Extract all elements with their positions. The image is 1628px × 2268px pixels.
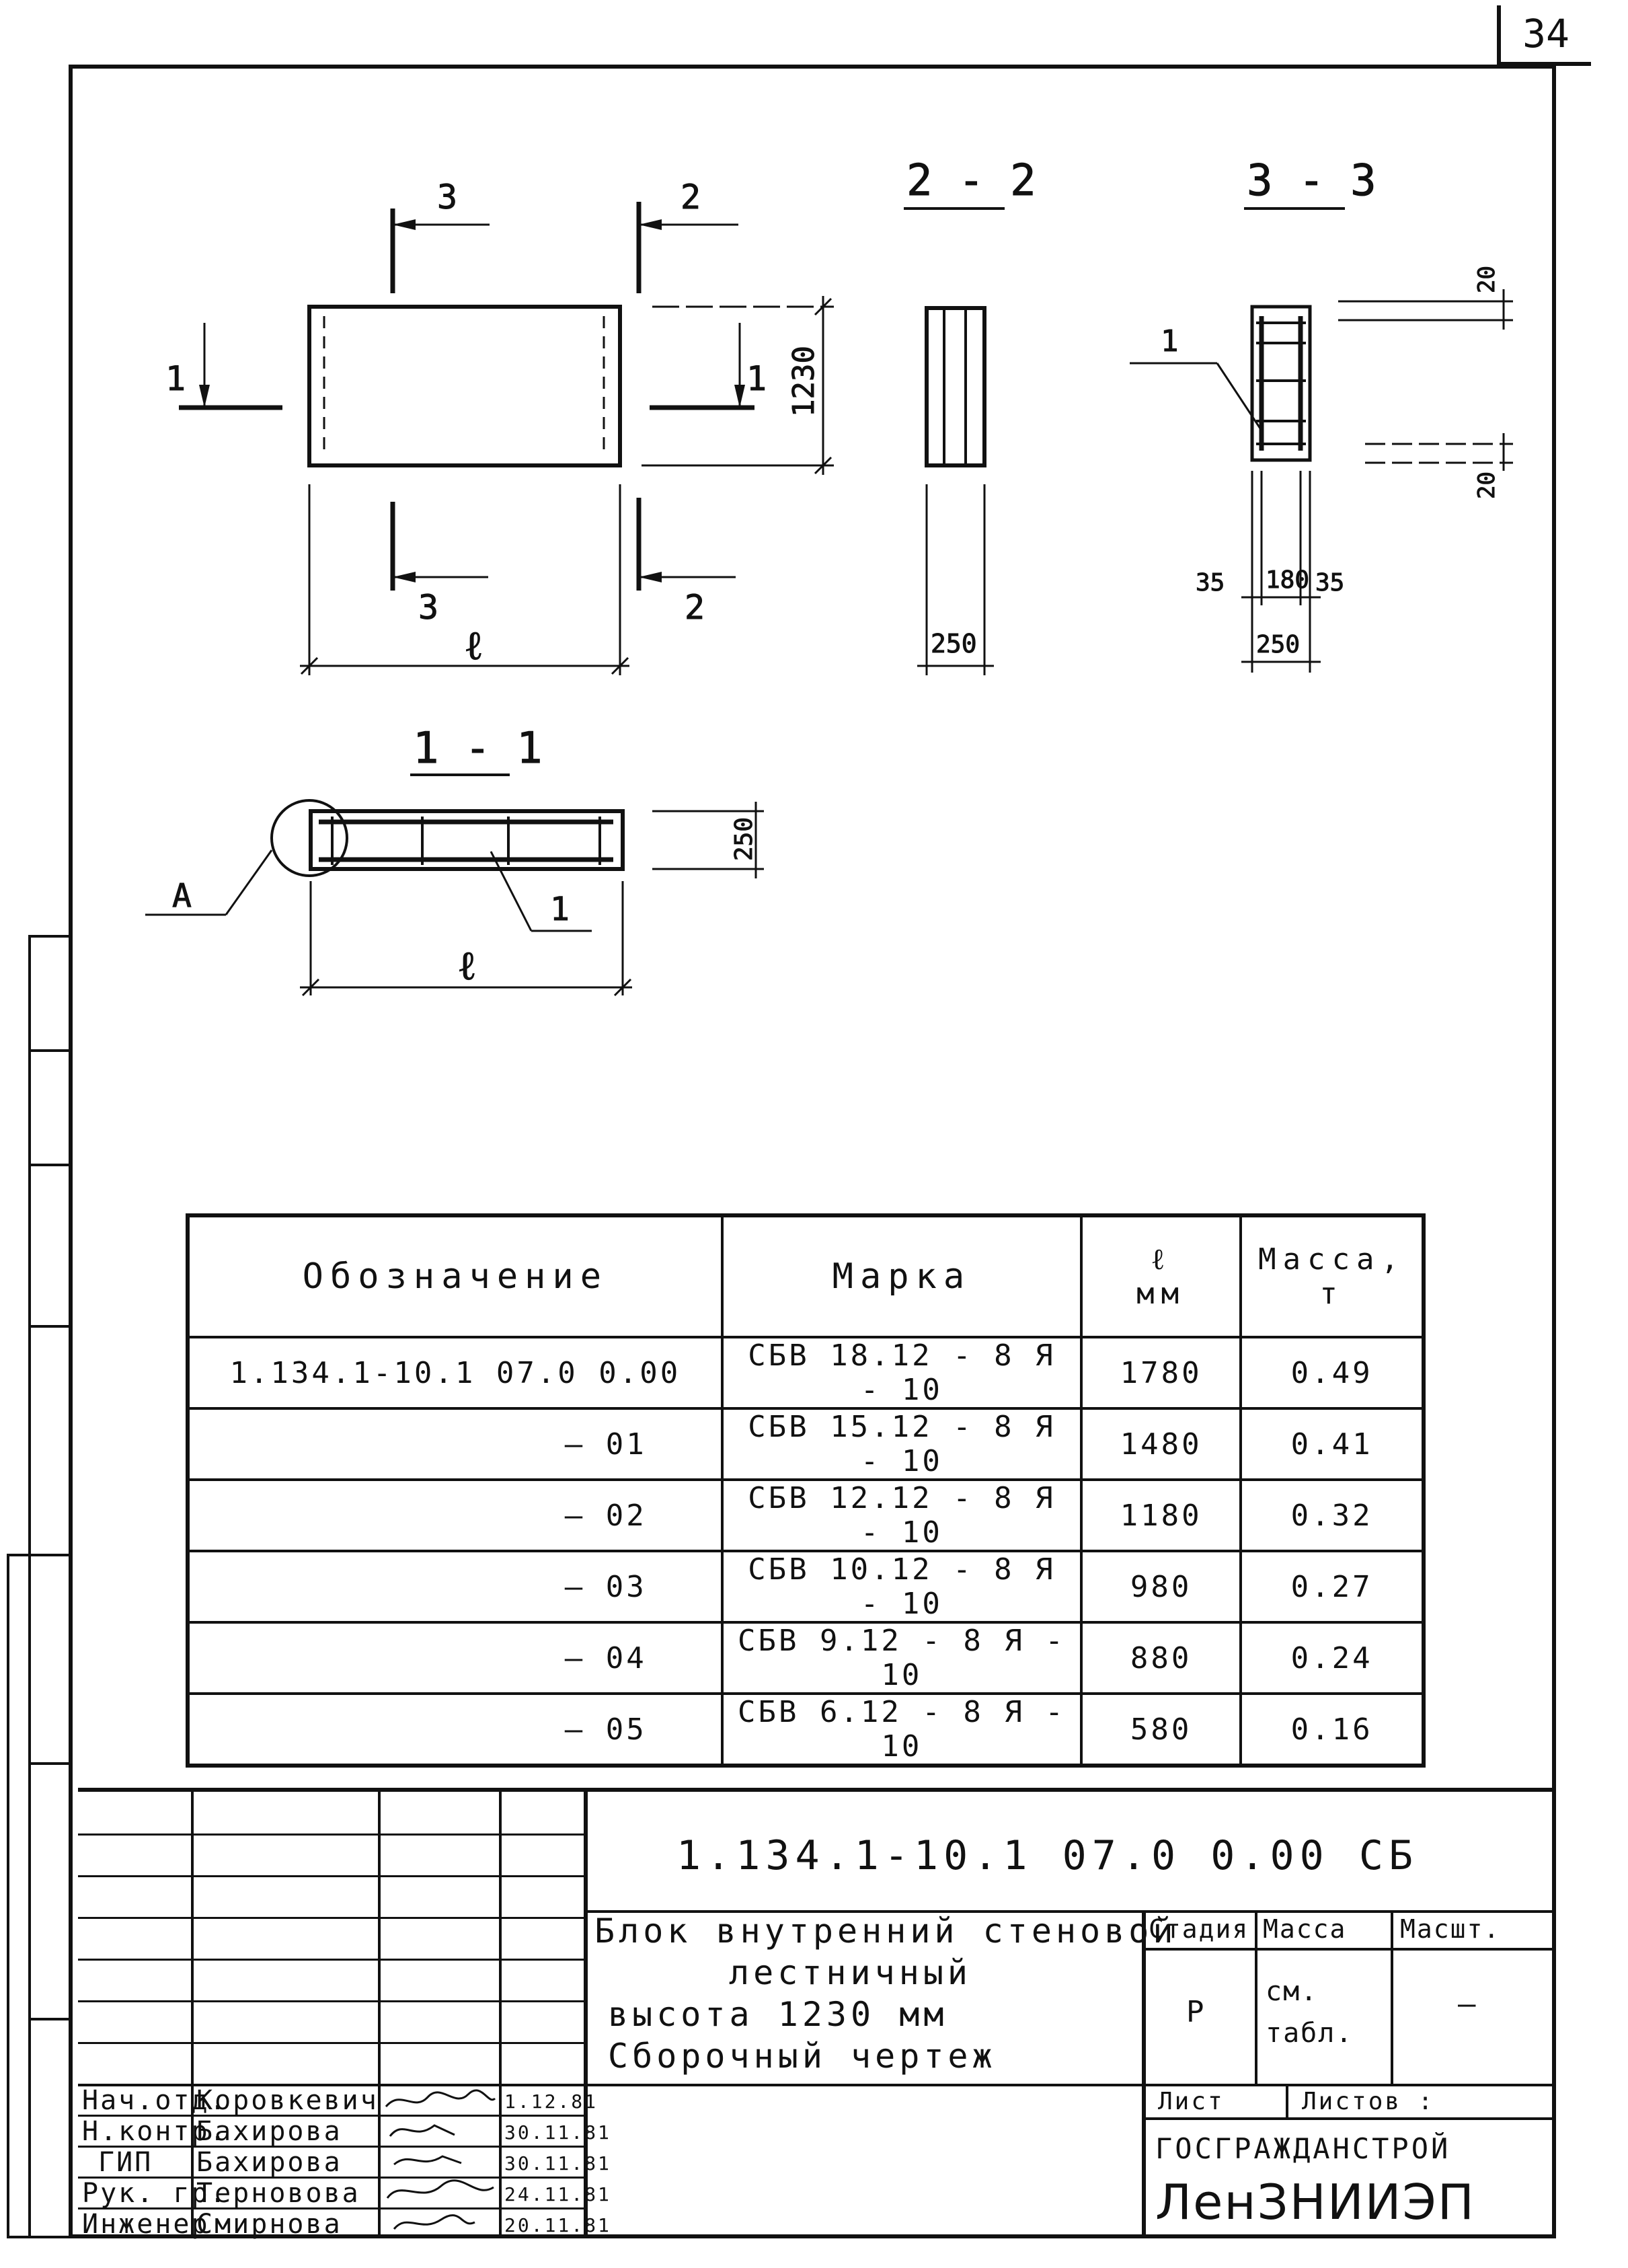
name-engineer: Смирнова <box>196 2209 342 2240</box>
cell-mass: 0.16 <box>1241 1694 1424 1766</box>
organization-ministry: ГОСГРАЖДАНСТРОЙ <box>1155 2132 1451 2165</box>
organization-institute: ЛенЗНИИЭП <box>1155 2174 1475 2230</box>
grid-line <box>191 1792 194 2238</box>
binding-divider <box>28 1554 69 1556</box>
dim-20-bottom: 20 <box>1473 471 1500 499</box>
cell-mass: 0.49 <box>1241 1337 1424 1408</box>
grid-line <box>78 2042 584 2044</box>
name-group-lead: Терновова <box>196 2178 360 2209</box>
table-row <box>188 1551 1424 1622</box>
callout-1-section: 1 <box>1161 324 1179 358</box>
cut-label-2-top: 2 <box>681 178 701 217</box>
section-1-1-width: 250 <box>730 817 758 861</box>
binding-divider <box>28 1325 69 1328</box>
title-line-3: высота 1230 мм <box>608 1995 948 2034</box>
callout-1-rebar: 1 <box>550 891 570 928</box>
title-block <box>78 1788 1556 2238</box>
dim-20-top: 20 <box>1473 266 1500 293</box>
sheet-number: 34 <box>1497 5 1591 66</box>
table-row <box>188 1408 1424 1480</box>
specification-table <box>186 1213 1426 1768</box>
cell-designation: 1.134.1-10.1 07.0 0.00 <box>188 1337 722 1408</box>
handwritten-signatures <box>381 2085 499 2238</box>
cell-designation: — 02 <box>188 1480 722 1551</box>
role-group-lead: Рук. гр. <box>82 2178 228 2209</box>
cell-mark: СБВ 9.12 - 8 Я - 10 <box>722 1622 1081 1694</box>
cut-label-3-bottom: 3 <box>418 588 439 627</box>
grid-line <box>1142 1948 1556 1951</box>
header-length: ℓ мм <box>1081 1215 1241 1337</box>
section-2-2-width: 250 <box>931 629 977 658</box>
table-row <box>188 1337 1424 1408</box>
cell-mass: 0.27 <box>1241 1551 1424 1622</box>
role-chief-engineer: ГИП <box>98 2147 153 2178</box>
sheets-label: Листов : <box>1302 2088 1435 2115</box>
callout-A: A <box>172 877 192 915</box>
cell-length: 580 <box>1081 1694 1241 1766</box>
cut-label-2-bottom: 2 <box>685 588 705 627</box>
grid-line <box>78 1959 584 1961</box>
section-3-3-width: 250 <box>1256 631 1301 658</box>
table-header-row <box>188 1215 1424 1337</box>
title-line-4: Сборочный чертеж <box>608 2037 997 2076</box>
binding-strip-outer <box>7 1554 31 2238</box>
length-label-section: ℓ <box>457 942 477 989</box>
section-2-2-title: 2 - 2 <box>906 156 1036 206</box>
height-dimension: 1230 <box>787 346 821 417</box>
role-norm-control: Н.контр. <box>82 2116 228 2147</box>
cell-designation: — 01 <box>188 1408 722 1480</box>
cell-designation: — 04 <box>188 1622 722 1694</box>
scale-value: — <box>1458 1987 1476 2021</box>
header-designation: Обозначение <box>188 1215 722 1337</box>
header-mass: Масса, т <box>1241 1215 1424 1337</box>
mass-value: см. табл. <box>1266 1976 1354 2049</box>
grid-line <box>584 2084 1142 2086</box>
date-head-dept: 1.12.81 <box>504 2090 598 2113</box>
cell-length: 1180 <box>1081 1480 1241 1551</box>
cell-mark: СБВ 18.12 - 8 Я - 10 <box>722 1337 1081 1408</box>
cut-label-1-left: 1 <box>165 359 186 398</box>
name-chief-engineer: Бахирова <box>196 2147 342 2178</box>
sheet-label: Лист <box>1158 2088 1225 2115</box>
dim-35-right: 35 <box>1315 569 1345 597</box>
cell-length: 880 <box>1081 1622 1241 1694</box>
cell-length: 1480 <box>1081 1408 1241 1480</box>
section-3-3-title: 3 - 3 <box>1247 156 1377 206</box>
binding-divider <box>28 2018 69 2020</box>
name-norm-control: Бахирова <box>196 2116 342 2147</box>
date-group-lead: 24.11.81 <box>504 2183 611 2205</box>
grid-line <box>1142 1910 1146 2238</box>
cell-mass: 0.41 <box>1241 1408 1424 1480</box>
grid-line <box>1391 1910 1393 2084</box>
length-label-front: ℓ <box>464 622 483 669</box>
cell-mark: СБВ 10.12 - 8 Я - 10 <box>722 1551 1081 1622</box>
date-norm-control: 30.11.81 <box>504 2121 611 2144</box>
scale-label: Масшт. <box>1400 1914 1501 1944</box>
date-chief-engineer: 30.11.81 <box>504 2152 611 2175</box>
grid-line <box>1255 1910 1257 2084</box>
drawing-title <box>594 1910 1177 2077</box>
cell-mark: СБВ 6.12 - 8 Я - 10 <box>722 1694 1081 1766</box>
header-mark: Марка <box>722 1215 1081 1337</box>
cell-length: 980 <box>1081 1551 1241 1622</box>
dim-35-left: 35 <box>1196 569 1225 597</box>
table-row <box>188 1694 1424 1766</box>
date-engineer: 20.11.81 <box>504 2214 611 2236</box>
grid-line <box>78 2000 584 2002</box>
grid-line <box>78 1875 584 1877</box>
cell-designation: — 05 <box>188 1694 722 1766</box>
grid-line <box>1142 2117 1556 2120</box>
mass-label: Масса <box>1263 1914 1347 1944</box>
cut-label-1-right: 1 <box>746 359 767 398</box>
front-view-block <box>309 307 620 465</box>
cell-mark: СБВ 15.12 - 8 Я - 10 <box>722 1408 1081 1480</box>
role-head-dept: Нач.отд. <box>82 2085 228 2116</box>
role-engineer: Инженер <box>82 2209 210 2240</box>
section-2-2-profile <box>927 308 984 465</box>
grid-line <box>499 1792 502 2238</box>
stage-value: Р <box>1186 1995 1204 2029</box>
cell-mark: СБВ 12.12 - 8 Я - 10 <box>722 1480 1081 1551</box>
cell-mass: 0.24 <box>1241 1622 1424 1694</box>
stage-label: Стадия <box>1149 1914 1249 1944</box>
dim-180: 180 <box>1266 566 1310 594</box>
title-line-1: Блок внутренний стеновой <box>594 1912 1177 1951</box>
cut-label-3-top: 3 <box>437 178 458 217</box>
cell-designation: — 03 <box>188 1551 722 1622</box>
table-row <box>188 1480 1424 1551</box>
grid-line <box>1142 2084 1556 2086</box>
name-head-dept: Коровкевич <box>196 2085 379 2116</box>
cell-length: 1780 <box>1081 1337 1241 1408</box>
stage-mass-scale-grid <box>1142 1910 1556 2238</box>
binding-divider <box>28 1762 69 1765</box>
table-row <box>188 1622 1424 1694</box>
cell-mass: 0.32 <box>1241 1480 1424 1551</box>
title-line-2: лестничный <box>729 1953 972 1992</box>
grid-line <box>78 1834 584 1836</box>
section-1-1-title: 1 - 1 <box>413 724 543 773</box>
document-code: 1.134.1-10.1 07.0 0.00 СБ <box>676 1832 1419 1879</box>
grid-line <box>1286 2084 1288 2117</box>
grid-line <box>78 1917 584 1919</box>
